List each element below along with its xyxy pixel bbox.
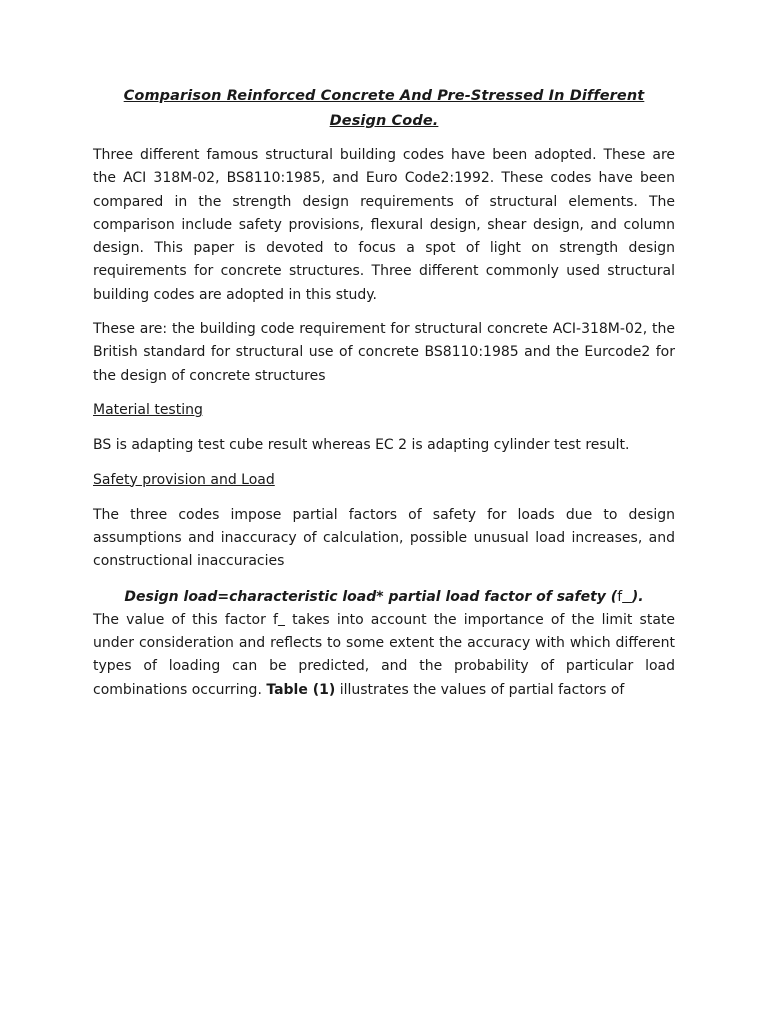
factor-subscript-space [278,612,285,628]
section-heading-material-testing: Material testing [93,401,203,418]
formula-subscript-space [622,589,632,605]
material-testing-paragraph: BS is adapting test cube result whereas EC 2 is adapting cylinder test result. [93,437,630,454]
partial-factor-paragraph [93,609,675,702]
formula-gamma-symbol: f [617,588,623,605]
document-page [93,84,675,702]
document-title [93,84,675,134]
safety-paragraph: The three codes impose partial factors of safety for loads due to design assumptions and inaccuracy of calculation, possible unusual load increases, and constructional inaccuracies [93,506,675,570]
design-load-formula [93,585,675,609]
title-line-2: Design Code. [329,113,439,129]
factor-paragraph-rest: takes into account the importance of the limit state under consideration and reflects to some extent the accuracy with which different types of loading can be predicted, and the probability of particular load combinations occurring. [93,611,676,698]
formula-text: Design load=characteristic load* partial load factor of safety ( [124,588,618,605]
factor-paragraph-start: The value of this factor f [93,611,278,628]
factor-paragraph-end: illustrates the values of partial factors of [335,681,625,698]
section-heading-safety-provision: Safety provision and Load [93,471,275,488]
formula-end: ). [631,588,644,605]
table-reference: Table (1) [266,681,336,698]
codes-paragraph: These are: the building code requirement for structural concrete ACI-318M-02, the British standard for structural use of concrete BS8110:1985 and the Eurcode2 for the design of concrete structures [93,321,675,384]
intro-paragraph: Three different famous structural building codes have been adopted. These are the ACI 318M-02, BS8110:1985, and Euro Code2:1992. These codes have been compared in the strength design requirements of structural elements. The comparison include safety provisions, flexural design, shear design, and column design. This paper is devoted to focus a spot of light on strength design requirements for concrete structures. Three different commonly used structural building codes are adopted in this study. [93,147,675,303]
title-line-1: Comparison Reinforced Concrete And Pre-Stressed In Different [123,88,645,104]
